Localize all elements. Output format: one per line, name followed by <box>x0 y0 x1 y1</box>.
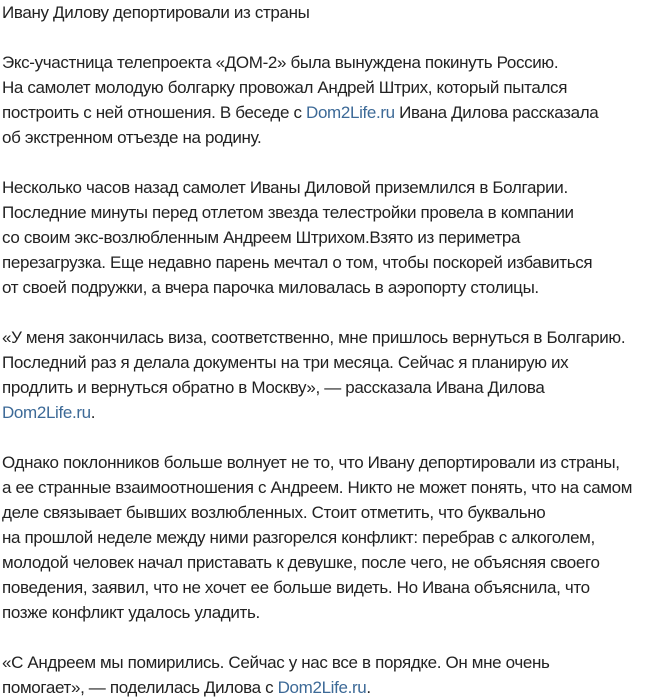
text-segment: Последние минуты перед отлетом звезда телестройки провела в компании <box>2 203 574 222</box>
text-line <box>2 50 670 75</box>
text-segment: позже конфликт удалось уладить. <box>2 603 260 622</box>
text-segment: продлить и вернуться обратно в Москву», — рассказала Ивана Дилова <box>2 378 545 397</box>
text-segment: поведения, заявил, что не хочет ее больше видеть. Но Ивана объяснила, что <box>2 578 590 597</box>
text-line <box>2 350 670 375</box>
text-line <box>2 550 670 575</box>
text-line <box>2 75 670 100</box>
text-segment: от своей подружки, а вчера парочка миловалась в аэропорту столицы. <box>2 278 539 297</box>
text-line <box>2 650 670 675</box>
text-segment: а ее странные взаимоотношения с Андреем. Никто не может понять, что на самом <box>2 478 633 497</box>
text-line <box>2 125 670 150</box>
dom2life-link[interactable]: Dom2Life.ru <box>2 403 91 422</box>
paragraph <box>2 325 670 425</box>
text-segment: Последний раз я делала документы на три месяца. Сейчас я планирую их <box>2 353 569 372</box>
text-segment: со своим экс-возлюбленным Андреем Штрихом.Взято из периметра <box>2 228 521 247</box>
text-segment: На самолет молодую болгарку провожал Андрей Штрих, который пытался <box>2 78 568 97</box>
text-segment: на прошлой неделе между ними разгорелся конфликт: перебрав с алкоголем, <box>2 528 595 547</box>
paragraph <box>2 175 670 300</box>
paragraph <box>2 650 670 700</box>
text-line <box>2 575 670 600</box>
text-segment: молодой человек начал приставать к девушке, после чего, не объясняя своего <box>2 553 600 572</box>
text-line <box>2 175 670 200</box>
text-line <box>2 250 670 275</box>
text-segment: деле связывает бывших возлюбленных. Стоит отметить, что буквально <box>2 503 546 522</box>
text-segment: построить с ней отношения. В беседе с <box>2 103 307 122</box>
paragraph <box>2 450 670 625</box>
paragraph <box>2 50 670 150</box>
text-segment: Экс-участница телепроекта «ДОМ-2» была вынуждена покинуть Россию. <box>2 53 559 72</box>
text-segment: перезагрузка. Еще недавно парень мечтал о том, чтобы поскорей избавиться <box>2 253 593 272</box>
text-line <box>2 375 670 400</box>
text-line <box>2 275 670 300</box>
text-line <box>2 500 670 525</box>
article-body <box>2 50 670 700</box>
text-line <box>2 200 670 225</box>
text-line <box>2 600 670 625</box>
text-line <box>2 525 670 550</box>
article-title: Ивану Дилову депортировали из страны <box>2 3 310 22</box>
text-line <box>2 100 670 125</box>
text-line <box>2 400 670 425</box>
text-segment: . <box>90 403 96 422</box>
text-segment: Однако поклонников больше волнует не то, что Ивану депортировали из страны, <box>2 453 620 472</box>
text-line <box>2 225 670 250</box>
text-segment: Ивана Дилова рассказала <box>394 103 599 122</box>
text-line <box>2 475 670 500</box>
text-segment: «У меня закончилась виза, соответственно, мне пришлось вернуться в Болгарию. <box>2 328 626 347</box>
text-segment: помогает», — поделилась Дилова с <box>2 678 278 697</box>
text-line <box>2 325 670 350</box>
text-segment: . <box>366 678 371 697</box>
dom2life-link[interactable]: Dom2Life.ru <box>277 678 367 697</box>
text-segment: Несколько часов назад самолет Иваны Диловой приземлился в Болгарии. <box>2 178 568 197</box>
text-line <box>2 450 670 475</box>
text-segment: об экстренном отъезде на родину. <box>2 128 262 147</box>
text-segment: «С Андреем мы помирились. Сейчас у нас все в порядке. Он мне очень <box>2 653 550 672</box>
dom2life-link[interactable]: Dom2Life.ru <box>306 103 395 122</box>
